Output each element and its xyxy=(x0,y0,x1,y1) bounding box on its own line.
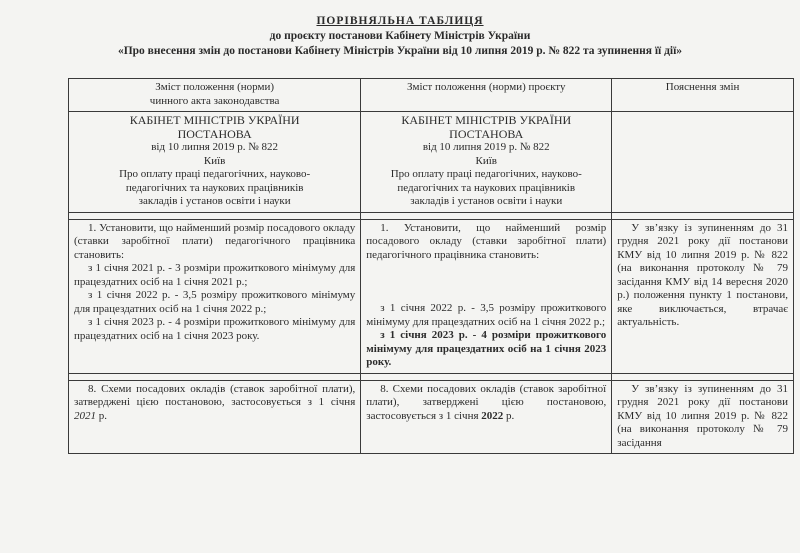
document-subtitle: до проєкту постанови Кабінету Міністрів України xyxy=(269,30,531,42)
doc-city: Київ xyxy=(203,154,226,167)
clause-8-explanation-text: У зв’язку із зупиненням до 31 грудня 2021 року дії постанови КМУ від 10 липня 2019 р. № 822 (на виконання протоколу № 79 засідання xyxy=(617,382,788,449)
clause-1-draft xyxy=(361,219,612,373)
clause-8-draft xyxy=(361,380,612,454)
clause-8-draft-end: р. xyxy=(503,409,515,422)
clause-1-explanation xyxy=(612,219,794,373)
clause-1-explanation-text: У зв’язку із зупиненням до 31 грудня 2021 року дії постанови КМУ від 10 липня 2019 р. № 822 (на виконання протоколу № 79 засідання КМУ від 14 вересня 2020 р.) положення пункту 1 постанови, яке виключається, втрачає актуальність. xyxy=(617,221,788,328)
clause-1-item-2023: з 1 січня 2023 р. - 4 розміри прожиткового мінімуму для працездатних осіб на 1 січня 2023 року. xyxy=(74,316,356,342)
column-header-explanation: Пояснення змін xyxy=(612,79,794,112)
document-header xyxy=(0,14,800,59)
clause-8-draft-text xyxy=(366,383,606,424)
clause-8-current-year: 2021 xyxy=(74,409,96,422)
title-cell-draft xyxy=(361,112,612,213)
comparison-table xyxy=(68,78,794,454)
column-header-current-line1: Зміст положення (норми) xyxy=(155,81,274,93)
clause-8-explanation xyxy=(612,380,794,454)
org-name: КАБІНЕТ МІНІСТРІВ УКРАЇНИ xyxy=(401,113,572,127)
clause-8-current xyxy=(69,380,361,454)
clause-1-current xyxy=(69,219,361,373)
org-name: КАБІНЕТ МІНІСТРІВ УКРАЇНИ xyxy=(129,113,300,127)
clause-1-intro: 1. Установити, що найменший розмір посадового окладу (ставки заробітної плати) педагогічного працівника становить: xyxy=(74,221,356,261)
clause-8-draft-body: 8. Схеми посадових окладів (ставок заробітної плати), затверджені цією постановою, застосовується з 1 січня xyxy=(366,382,607,422)
document-resolution-name: «Про внесення змін до постанови Кабінету Міністрів України від 10 липня 2019 р. № 822 та зупинення її дії» xyxy=(117,45,683,57)
clause-1-item-2022: з 1 січня 2022 р. - 3,5 розміру прожиткового мінімуму для працездатних осіб на 1 січня 2022 р.; xyxy=(74,289,356,315)
title-cell-current xyxy=(69,112,361,213)
doc-subject-line1: Про оплату праці педагогічних, науково- xyxy=(119,168,311,180)
clause-8-draft-year: 2022 xyxy=(481,409,504,422)
document-title: ПОРІВНЯЛЬНА ТАБЛИЦЯ xyxy=(316,15,484,27)
doc-subject-line2: педагогічних та наукових працівників xyxy=(397,181,576,194)
removed-item-blank xyxy=(366,262,606,302)
title-cell-explanation xyxy=(612,112,794,213)
doc-subject-line2: педагогічних та наукових працівників xyxy=(125,181,304,194)
column-header-current xyxy=(69,79,361,112)
table-row-clause-1 xyxy=(69,219,794,373)
row-spacer xyxy=(69,212,794,219)
row-spacer xyxy=(69,373,794,380)
clause-8-current-text xyxy=(74,383,355,424)
doc-subject-line3: закладів і установ освіти і науки xyxy=(138,195,291,207)
clause-8-current-body: 8. Схеми посадових окладів (ставок заробітної плати), затверджені цією постановою, застосовується з 1 січня xyxy=(74,382,356,408)
column-header-draft: Зміст положення (норми) проєкту xyxy=(361,79,612,112)
doc-city: Київ xyxy=(475,154,497,167)
clause-1-draft-item-2022: з 1 січня 2022 р. - 3,5 розміру прожиткового мінімуму для працездатних осіб на 1 січня 2022 р.; xyxy=(366,302,607,328)
clause-1-draft-intro: 1. Установити, що найменший розмір посадового окладу (ставки заробітної плати) педагогічного працівника становить: xyxy=(366,221,607,261)
column-header-current-line2: чинного акта законодавства xyxy=(149,94,280,107)
doc-type: ПОСТАНОВА xyxy=(177,126,252,141)
clause-8-current-end: р. xyxy=(96,409,107,422)
clause-1-item-2021: з 1 січня 2021 р. - 3 розміри прожиткового мінімуму для працездатних осіб на 1 січня 2021 р.; xyxy=(74,262,356,288)
table-header-row xyxy=(69,79,794,112)
doc-type: ПОСТАНОВА xyxy=(449,126,524,141)
doc-date: від 10 липня 2019 р. № 822 xyxy=(151,141,279,153)
doc-subject-line1: Про оплату праці педагогічних, науково- xyxy=(390,168,582,180)
doc-date: від 10 липня 2019 р. № 822 xyxy=(422,141,550,153)
table-row-clause-8 xyxy=(69,380,794,454)
doc-subject-line3: закладів і установ освіти і науки xyxy=(410,195,563,207)
clause-1-draft-item-2023: з 1 січня 2023 р. - 4 розміри прожиткового мінімуму для працездатних осіб на 1 січня 2023 року. xyxy=(366,329,607,368)
table-row-title xyxy=(69,112,794,213)
